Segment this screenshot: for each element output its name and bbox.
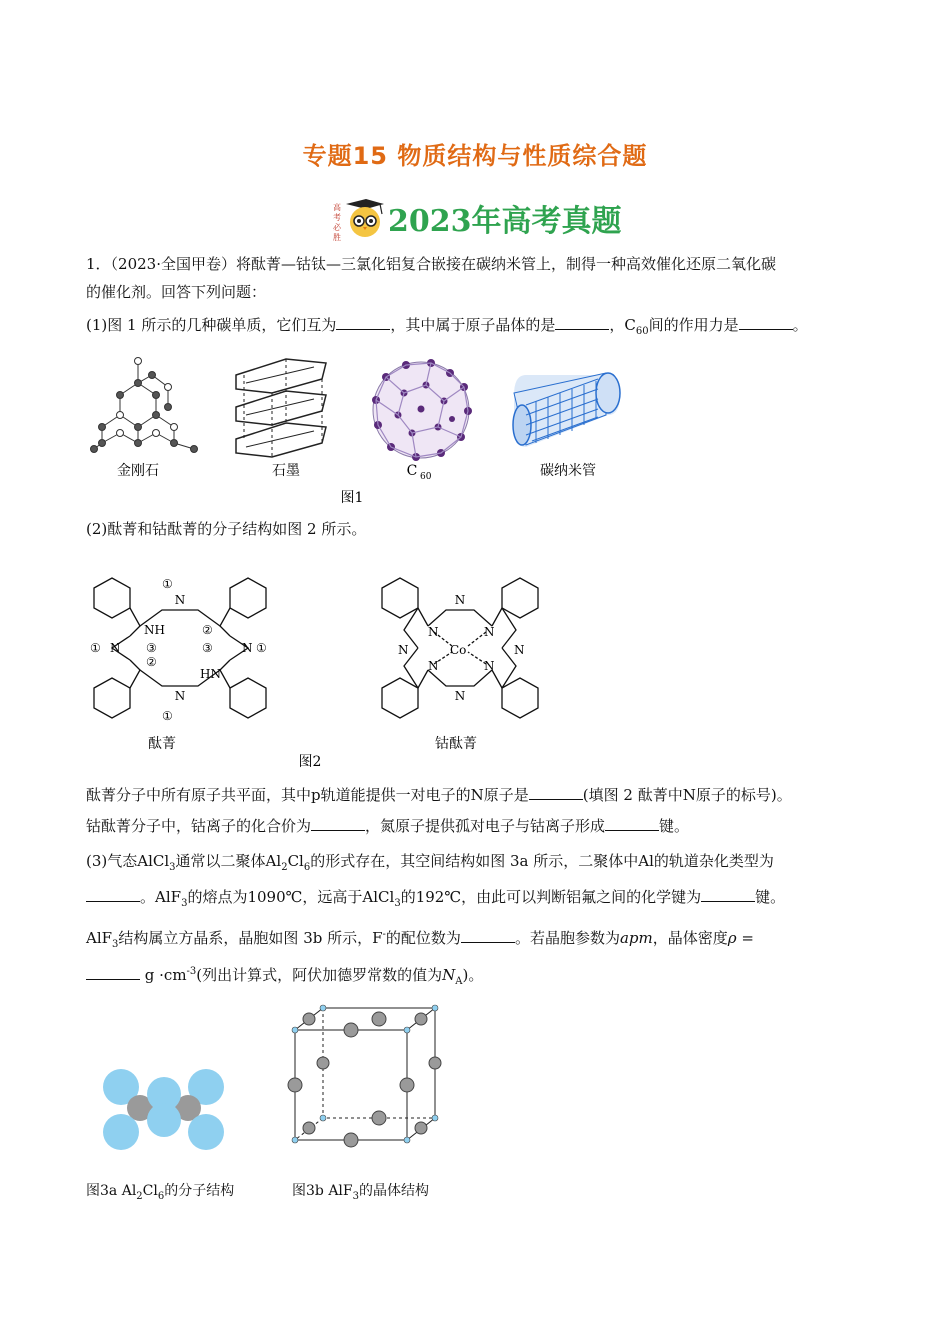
q1-p7-alf: AlF bbox=[86, 929, 113, 947]
fig3a-caption-c: 的分子结构 bbox=[164, 1183, 235, 1199]
fig1-label-nanotube: 碳纳米管 bbox=[540, 463, 596, 479]
answer-blank[interactable] bbox=[86, 887, 140, 902]
q1-p3-text-c: 原子是 bbox=[483, 786, 529, 804]
fig3a-caption-b: Cl bbox=[142, 1183, 158, 1199]
q1-p7-f-sup: - bbox=[382, 929, 386, 940]
q1-p7-rho: ρ = bbox=[727, 929, 754, 947]
fig3b-caption bbox=[292, 1180, 429, 1202]
fig2-label-phthalocyanine: 酞菁 bbox=[148, 736, 176, 752]
q1-intro-line-2 bbox=[86, 281, 886, 303]
q1-p6-line bbox=[86, 886, 886, 915]
fig2-atom-n: N bbox=[174, 689, 186, 703]
fig2-marker-1: ① bbox=[256, 641, 267, 655]
q1-part1-line bbox=[86, 314, 886, 343]
q1-p5-al2-sub: 2 bbox=[281, 862, 288, 873]
q1-p3-text-b: 轨道能提供一对电子的 bbox=[320, 786, 471, 804]
fig3a-caption bbox=[86, 1180, 234, 1202]
fig2-atom-n: N bbox=[428, 625, 439, 639]
q1-p3-n: N bbox=[470, 786, 484, 804]
q1-p5-text-b: 通常以二聚体 bbox=[175, 852, 266, 870]
answer-blank[interactable] bbox=[555, 315, 609, 330]
q1-p5-alcl: AlCl bbox=[137, 852, 170, 870]
fig3a-caption-a: 图3a Al bbox=[86, 1183, 137, 1199]
figure-3a-al2cl6-molecule bbox=[96, 1060, 236, 1155]
q1-p6-alf: AlF bbox=[155, 888, 182, 906]
fig2-marker-3: ③ bbox=[146, 641, 157, 655]
q1-p5-alcl-sub: 3 bbox=[169, 862, 176, 873]
q1-p6-alcl-sub: 3 bbox=[394, 898, 401, 909]
q1-p1-text-c: ，C bbox=[609, 316, 636, 334]
fig2-marker-1: ① bbox=[162, 577, 173, 591]
q1-p6-alcl: AlCl bbox=[362, 888, 395, 906]
fig2-atom-n: N bbox=[454, 689, 466, 703]
fig2-atom-n: N bbox=[174, 593, 186, 607]
fig1-label-c60-sub: 60 bbox=[420, 472, 432, 482]
answer-blank[interactable] bbox=[605, 816, 659, 831]
banner-badge-char-4: 胜 bbox=[333, 233, 341, 242]
banner-badge-char-2: 考 bbox=[333, 213, 341, 222]
q1-p3-n-2: N bbox=[682, 786, 696, 804]
q1-p8-text-c: )。 bbox=[462, 966, 484, 984]
q1-p5-text-c: 的形式存在，其空间结构如图 3a 所示，二聚体中 bbox=[310, 852, 639, 870]
q1-p1-text-b: ，其中属于原子晶体的是 bbox=[390, 316, 556, 334]
q1-p5-cl6-sub: 6 bbox=[303, 862, 311, 873]
q1-p7-apm: apm bbox=[619, 929, 653, 947]
answer-blank[interactable] bbox=[529, 785, 583, 800]
fig1-label-graphite: 石墨 bbox=[272, 463, 300, 479]
q1-p5-cl6: Cl bbox=[287, 852, 304, 870]
q1-p1-text-a: (1)图 1 所示的几种碳单质，它们互为 bbox=[86, 316, 337, 334]
q1-p8-text-a: g ·cm bbox=[144, 966, 187, 984]
q1-p7-text-b: 的配位数为 bbox=[385, 929, 461, 947]
fig1-caption: 图1 bbox=[340, 490, 364, 506]
q1-p5-text-a: (3)气态 bbox=[86, 852, 138, 870]
answer-blank[interactable] bbox=[86, 965, 140, 980]
fig2-marker-1: ① bbox=[90, 641, 101, 655]
c60-fullerene-icon bbox=[372, 359, 472, 461]
q1-p4-text-b: ，氮原子提供孤对电子与钴离子形成 bbox=[365, 817, 606, 835]
q1-intro-text-1: 1．（2023·全国甲卷）将酞菁—钴钛—三氯化铝复合嵌接在碳纳米管上，制得一种高效催化还原二氧化碳 bbox=[86, 255, 776, 273]
q1-p1-c60-sub: 60 bbox=[635, 326, 649, 337]
q1-p1-text-e: 。 bbox=[792, 316, 808, 334]
fig2-label-cobalt-phthalocyanine: 钴酞菁 bbox=[435, 736, 477, 752]
q1-intro-line-1 bbox=[86, 253, 886, 275]
q1-p3-line bbox=[86, 784, 886, 806]
q1-p5-line bbox=[86, 850, 886, 879]
answer-blank[interactable] bbox=[336, 315, 390, 330]
fig3a-sub1: 2 bbox=[136, 1190, 143, 1202]
fig2-marker-3: ③ bbox=[202, 641, 213, 655]
fig3a-sub2: 6 bbox=[157, 1190, 165, 1202]
q1-p4-text-c: 键。 bbox=[659, 817, 690, 835]
q1-p6-text-d: 键。 bbox=[755, 888, 786, 906]
owl-mascot-icon bbox=[330, 196, 382, 240]
fig2-atom-nh: NH bbox=[144, 623, 165, 637]
q1-p6-text-b: 的熔点为1090℃，远高于 bbox=[187, 888, 363, 906]
fig2-atom-n: N bbox=[428, 659, 439, 673]
fig2-atom-n: N bbox=[454, 593, 466, 607]
q1-p7-alf-sub: 3 bbox=[112, 939, 119, 950]
q1-p8-na-sub: A bbox=[455, 976, 463, 987]
page-title: 专题15 物质结构与性质综合题 bbox=[302, 142, 648, 170]
diamond-structure-icon bbox=[91, 358, 198, 453]
graphite-structure-icon bbox=[236, 359, 326, 457]
q1-p3-text-d: (填图 2 酞菁中 bbox=[582, 786, 683, 804]
q1-p7-text-a: 结构属立方晶系，晶胞如图 3b 所示， bbox=[118, 929, 373, 947]
fig1-label-c60: C bbox=[406, 463, 418, 479]
figure-1 bbox=[86, 345, 646, 510]
q1-p1-text-d: 间的作用力是 bbox=[648, 316, 739, 334]
fig2-caption: 图2 bbox=[298, 754, 322, 770]
q1-p5-al: Al bbox=[638, 852, 654, 870]
fig2-atom-hn: HN bbox=[200, 667, 221, 681]
fig1-label-diamond: 金刚石 bbox=[117, 463, 159, 479]
fig3b-caption-a: 图3b AlF bbox=[292, 1183, 353, 1199]
fig2-atom-n: N bbox=[484, 659, 495, 673]
fig2-atom-n: N bbox=[514, 643, 525, 657]
q1-p4-text-a: 钴酞菁分子中，钴离子的化合价为 bbox=[86, 817, 312, 835]
q1-p8-sup: -3 bbox=[186, 966, 197, 977]
q1-p3-text-a: 酞菁分子中所有原子共平面，其中 bbox=[86, 786, 312, 804]
q1-p5-al2: Al bbox=[265, 852, 282, 870]
fig2-marker-2: ② bbox=[202, 623, 213, 637]
q1-p5-text-d: 的轨道杂化类型为 bbox=[653, 852, 774, 870]
q1-p3-text-f: 原子的标号)。 bbox=[695, 786, 792, 804]
answer-blank[interactable] bbox=[461, 928, 515, 943]
banner-title: 2023年高考真题 bbox=[388, 204, 622, 239]
fig2-atom-n: N bbox=[242, 641, 253, 655]
fig2-marker-2: ② bbox=[146, 655, 157, 669]
q1-p7-line bbox=[86, 924, 886, 956]
figure-3b-alf3-crystal bbox=[285, 1000, 445, 1150]
q1-p6-text-a: 。 bbox=[140, 888, 156, 906]
figure-2 bbox=[82, 570, 562, 770]
q1-p8-line bbox=[86, 961, 886, 993]
q1-p7-f: F bbox=[372, 929, 383, 947]
banner-badge-char-1: 高 bbox=[333, 203, 341, 212]
section-banner bbox=[330, 196, 622, 240]
q1-p7-text-c: 。若晶胞参数为 bbox=[514, 929, 620, 947]
q1-intro-text-2: 的催化剂。回答下列问题： bbox=[86, 283, 267, 301]
answer-blank[interactable] bbox=[739, 315, 793, 330]
q1-p6-text-c: 的192℃，由此可以判断铝氟之间的化学键为 bbox=[400, 888, 702, 906]
fig2-atom-n: N bbox=[110, 641, 121, 655]
fig3b-sub: 3 bbox=[352, 1190, 359, 1202]
fig2-atom-n: N bbox=[398, 643, 409, 657]
carbon-nanotube-icon bbox=[513, 373, 620, 447]
q1-p7-text-d: ，晶体密度 bbox=[652, 929, 728, 947]
q1-p6-alf-sub: 3 bbox=[181, 898, 188, 909]
answer-blank[interactable] bbox=[311, 816, 365, 831]
q1-part2-line bbox=[86, 518, 886, 540]
banner-badge-char-3: 必 bbox=[333, 223, 341, 232]
fig2-atom-n: N bbox=[484, 625, 495, 639]
q1-p3-p: p bbox=[311, 786, 321, 804]
fig2-marker-1: ① bbox=[162, 709, 173, 723]
q1-p2-text: (2)酞菁和钴酞菁的分子结构如图 2 所示。 bbox=[86, 520, 367, 538]
answer-blank[interactable] bbox=[701, 887, 755, 902]
fig3b-caption-b: 的晶体结构 bbox=[359, 1183, 429, 1199]
q1-p8-text-b: (列出计算式，阿伏加德罗常数的值为 bbox=[196, 966, 443, 984]
q1-p4-line bbox=[86, 815, 886, 837]
q1-p8-na: N bbox=[442, 966, 456, 984]
fig2-atom-co: Co bbox=[450, 643, 467, 657]
